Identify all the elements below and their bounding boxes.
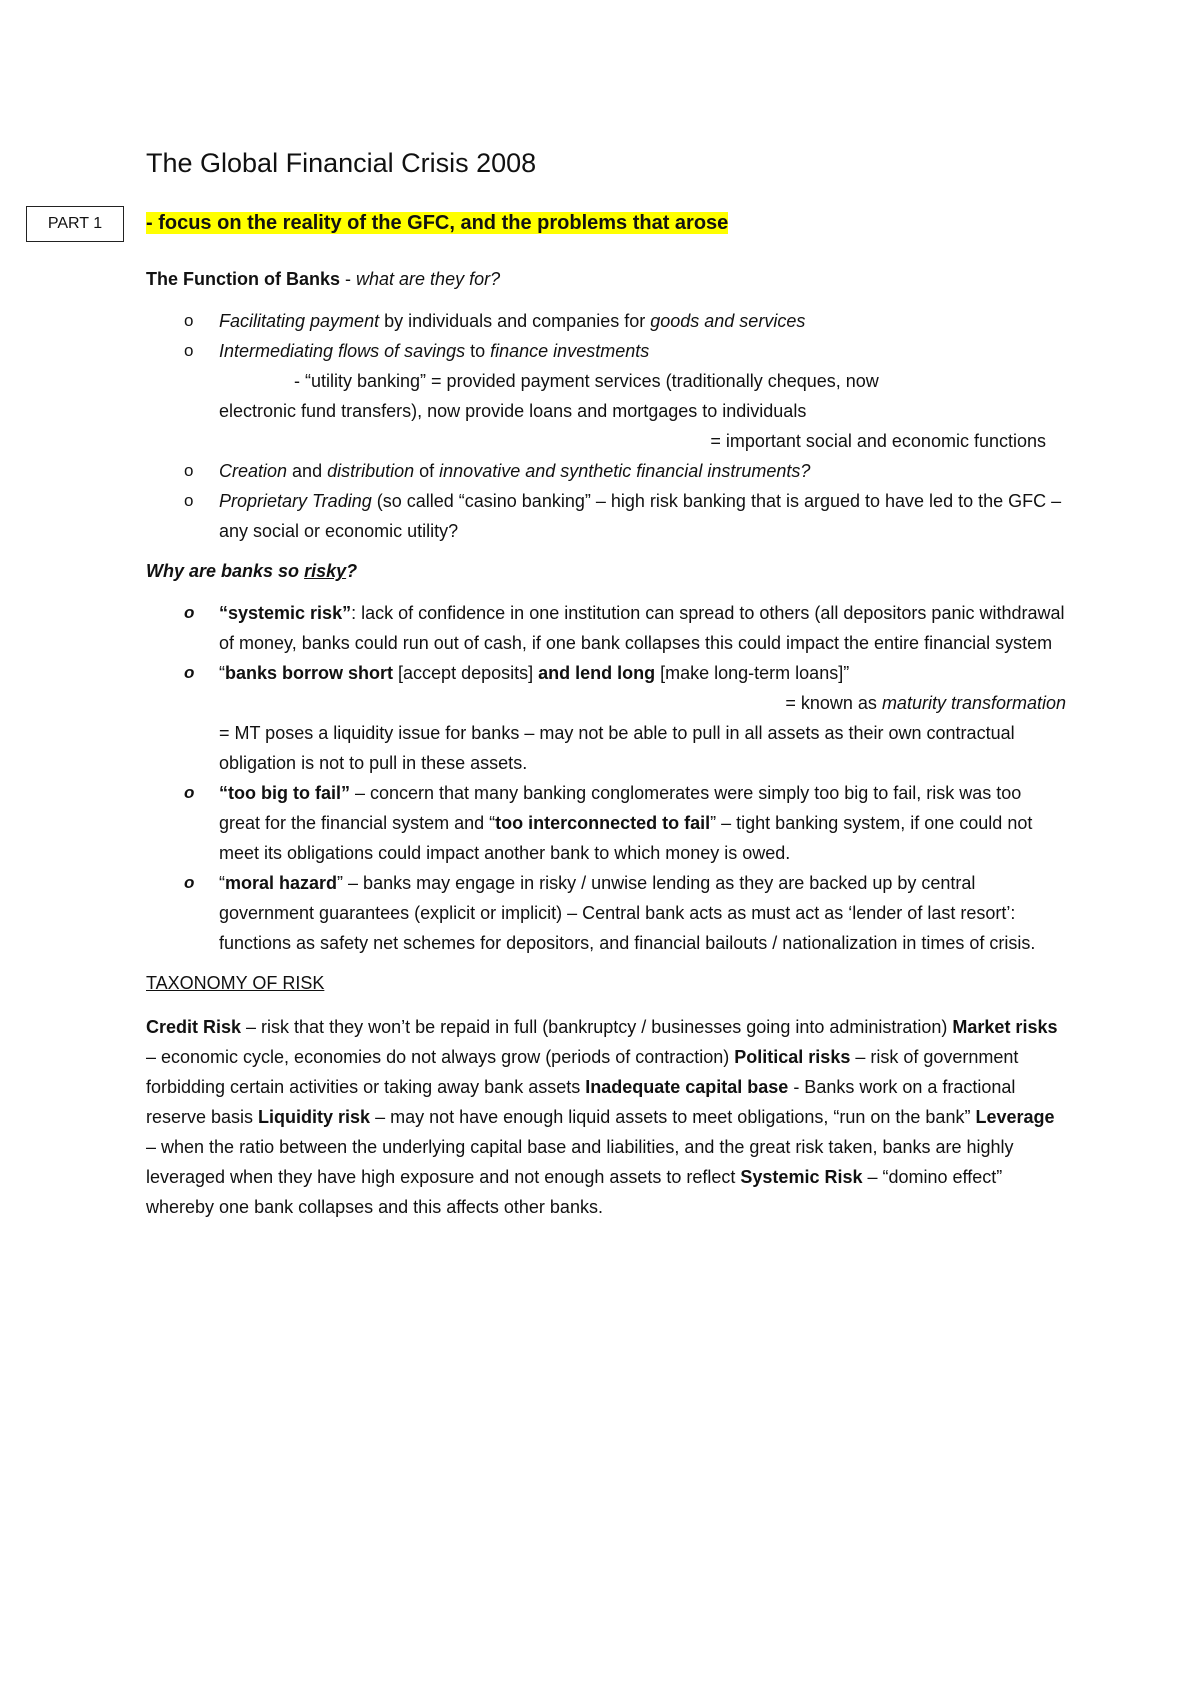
item-text: of (414, 461, 440, 481)
function-heading (146, 264, 1066, 294)
risky-heading-pre: Why are banks so (146, 561, 305, 581)
item-italic: Creation (219, 461, 288, 481)
risk-desc: – risk that they won’t be repaid in full (bankruptcy / businesses going into administration) (241, 1017, 953, 1037)
item-italic: distribution (327, 461, 415, 481)
item-italic: maturity transformation (881, 693, 1066, 713)
risky-heading-post: ? (346, 561, 358, 581)
item-text: (so called “casino banking” – high risk banking that is argued to have led to the GFC – any social or economic utility? (219, 491, 1062, 541)
risk-term: Inadequate capital base (585, 1077, 789, 1097)
list-item (146, 778, 1066, 868)
item-italic: Intermediating flows of savings (219, 341, 466, 361)
document-title: The Global Financial Crisis 2008 (146, 148, 537, 178)
list-item (146, 306, 1066, 336)
risk-term: Systemic Risk (740, 1167, 863, 1187)
maturity-line (219, 688, 1066, 718)
bullet-icon: o (184, 491, 194, 510)
taxonomy-paragraph (146, 1012, 1066, 1222)
item-bold: and lend long (538, 663, 656, 683)
risk-desc: – may not have enough liquid assets to meet obligations, “run on the bank” (370, 1107, 976, 1127)
utility-line-3: = important social and economic functions (710, 431, 1046, 451)
item-text: – concern that many banking conglomerates were simply too big to fail, risk was too great for the financial system and “ (219, 783, 1022, 833)
risk-term: Liquidity risk (258, 1107, 371, 1127)
list-item (146, 598, 1066, 658)
function-heading-italic: what are they for? (356, 269, 501, 289)
item-text: and (287, 461, 328, 481)
item-text: ” – tight banking system, if one could not meet its obligations could impact another bank to which money is owed. (219, 813, 1033, 863)
risk-desc: – risk of government forbidding certain activities or taking away bank assets (146, 1047, 1019, 1097)
item-bold: too interconnected to fail (495, 813, 711, 833)
risky-heading (146, 556, 1066, 586)
item-italic: Facilitating payment (219, 311, 380, 331)
part-heading-highlight: - focus on the reality of the GFC, and the problems that arose (146, 212, 729, 234)
mt-liquidity-line: = MT poses a liquidity issue for banks – may not be able to pull in all assets as their own contractual obligation is not to pull in these assets. (219, 723, 1015, 773)
item-bold: “systemic risk” (219, 603, 352, 623)
risk-desc: - Banks work on a fractional reserve basis (146, 1077, 1016, 1127)
risk-term: Market risks (952, 1017, 1058, 1037)
part-label: PART 1 (47, 215, 103, 232)
item-text: [make long-term loans]” (655, 663, 850, 683)
bullet-icon: o (184, 873, 195, 892)
item-italic: goods and services (650, 311, 806, 331)
document-body (146, 264, 1066, 1222)
list-item (146, 868, 1066, 958)
part-label-box (26, 206, 124, 242)
item-text: “ (219, 663, 225, 683)
utility-line-1: - “utility banking” = provided payment services (traditionally cheques, now (294, 371, 879, 391)
item-italic: Proprietary Trading (219, 491, 372, 511)
risky-heading-underlined: risky (304, 561, 347, 581)
bullet-icon: o (184, 341, 194, 360)
item-text: to (465, 341, 491, 361)
bullet-icon: o (184, 311, 194, 330)
bullet-icon: o (184, 461, 194, 480)
function-list-2 (146, 456, 1066, 546)
bullet-icon: o (184, 783, 195, 802)
bullet-icon: o (184, 663, 195, 682)
item-text: by individuals and companies for (379, 311, 651, 331)
risk-term: Credit Risk (146, 1017, 242, 1037)
item-italic: finance investments (490, 341, 650, 361)
function-heading-bold: The Function of Banks (146, 269, 341, 289)
item-bold: “too big to fail” (219, 783, 350, 803)
risk-desc: – economic cycle, economies do not always grow (periods of contraction) (146, 1047, 735, 1067)
list-item (146, 658, 1066, 778)
list-item (146, 486, 1066, 546)
item-bold: banks borrow short (225, 663, 394, 683)
item-text: = known as (785, 693, 882, 713)
item-italic: innovative and synthetic financial instruments? (439, 461, 811, 481)
function-list (146, 306, 1066, 366)
bullet-icon: o (184, 603, 195, 622)
item-bold: moral hazard (225, 873, 338, 893)
utility-line-2: electronic fund transfers), now provide loans and mortgages to individuals (219, 401, 807, 421)
item-text: “ (219, 873, 225, 893)
item-text: ” – banks may engage in risky / unwise lending as they are backed up by central government guarantees (explicit or implicit) – Central bank acts as must act as ‘lender of last resort’: functions as safety net schemes for depositors, and financial bailouts / nationalization in times of crisis. (219, 873, 1036, 953)
list-item (146, 336, 1066, 366)
risk-desc: – when the ratio between the underlying capital base and liabilities, and the great risk taken, banks are highly leveraged when they have high exposure and not enough assets to reflect (146, 1137, 1014, 1187)
item-text: : lack of confidence in one institution can spread to others (all depositors panic withdrawal of money, banks could run out of cash, if one bank collapses this could impact the entire financial system (219, 603, 1065, 653)
part-heading (146, 212, 728, 235)
risk-desc: – “domino effect” whereby one bank collapses and this affects other banks. (146, 1167, 1003, 1217)
taxonomy-heading: TAXONOMY OF RISK (146, 973, 325, 993)
risk-term: Political risks (734, 1047, 851, 1067)
item-text: [accept deposits] (393, 663, 539, 683)
risky-list (146, 598, 1066, 958)
list-item (146, 456, 1066, 486)
risk-term: Leverage (975, 1107, 1055, 1127)
function-heading-sep: - (340, 269, 357, 289)
